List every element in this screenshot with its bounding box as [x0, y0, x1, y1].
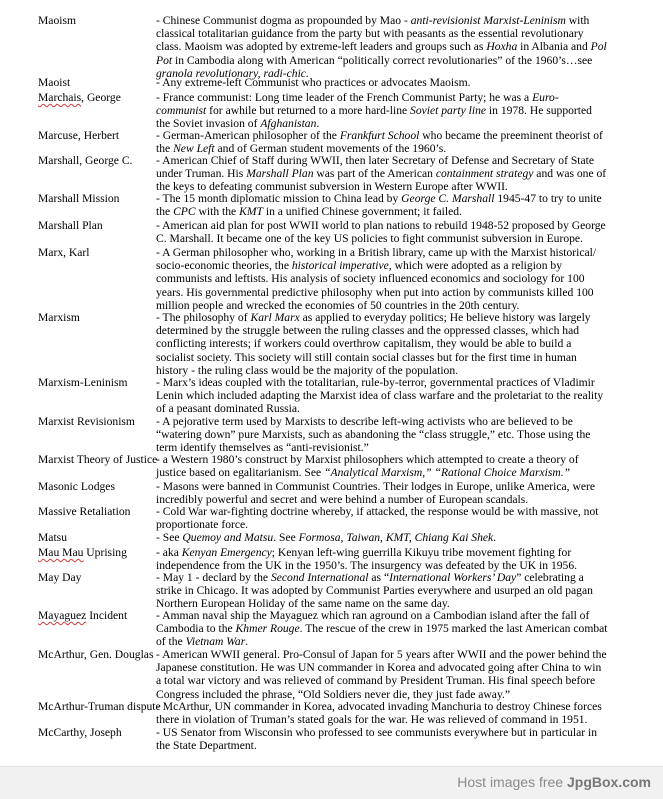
- definition-line: Northern European Holiday of the same name on the same day.: [156, 597, 450, 611]
- definition-line: socialist society. This society will still contain social classes but for the first time in human: [156, 350, 577, 364]
- definition-line: the CPC with the KMT in a unified Chinese government; it failed.: [156, 205, 462, 219]
- entry-definition: [156, 546, 644, 572]
- entry-term: Masonic Lodges: [38, 480, 115, 493]
- entry-term: Matsu: [38, 531, 67, 544]
- entry-term: Marshall Plan: [38, 219, 103, 232]
- definition-line: - McArthur, UN commander in Korea, advocated invading Manchuria to destroy Chinese forces: [156, 700, 602, 713]
- definition-line: - Chinese Communist dogma as propounded by Mao - anti-revisionist Marxist-Leninism with: [156, 14, 590, 27]
- entry-term: Mau Mau Uprising: [38, 546, 127, 559]
- definition-line: there in violation of Truman’s stated goals for the war. He was relieved of command in 1951.: [156, 713, 588, 727]
- definition-line: - France communist: Long time leader of the French Communist Party; he was a Euro-: [156, 91, 559, 104]
- definition-line: million people and wrecked the economies of 50 countries in the 20th century.: [156, 298, 520, 312]
- entry-definition: [156, 14, 644, 80]
- definition-line: - US Senator from Wisconsin who professed to see communists everywhere but in particular in: [156, 726, 598, 739]
- definition-line: Pot in Cambodia along with American “politically correct revolutionaries” of the 1960’s…see: [156, 53, 593, 67]
- entry-definition: [156, 480, 644, 506]
- definition-line: - Marx’s ideas coupled with the totalitarian, rule-by-terror, governmental practices of Vladimir: [156, 376, 595, 389]
- entry-definition: [156, 91, 644, 131]
- definition-line: - A pejorative term used by Marxists to describe left-wing activists who are believed to be: [156, 415, 573, 428]
- definition-line: - American Chief of Staff during WWII, then later Secretary of Defense and Secretary of State: [156, 154, 595, 167]
- entry-term: Marxism-Leninism: [38, 376, 128, 389]
- definition-line: “watering down” pure Marxists, such as abandoning the “class struggle,” etc. Those using the: [156, 428, 591, 442]
- footer-brand: JpgBox.com: [566, 774, 651, 790]
- entry-definition: [156, 415, 644, 455]
- entry-term: Marxist Theory of Justice: [38, 453, 158, 466]
- definition-line: the Soviet invasion of Afghanistan.: [156, 117, 320, 131]
- entry-term: Marshall, George C.: [38, 154, 133, 167]
- entry-definition: [156, 726, 644, 752]
- definition-line: Cambodia to the Khmer Rouge. The rescue of the crew in 1975 marked the last American combat: [156, 622, 608, 636]
- entry-definition: [156, 192, 644, 218]
- definition-line: conflicting interests; if workers could overthrow capitalism, they would be able to build a: [156, 337, 572, 351]
- footer-link[interactable]: [457, 774, 651, 790]
- entry-term: McArthur, Gen. Douglas: [38, 648, 154, 661]
- definition-line: justice based on egalitarianism. See “Analytical Marxism,” “Rational Choice Marxism.”: [156, 466, 571, 480]
- definition-line: Congress included the phrase, “Old Soldiers never die, they just fade away.”: [156, 687, 511, 701]
- definition-line: strike in Chicago. It was adopted by Communist Parties everywhere and usurped an old pagan: [156, 584, 593, 598]
- definition-line: the State Department.: [156, 739, 257, 753]
- definition-line: - German-American philosopher of the Frankfurt School who became the preeminent theorist of: [156, 129, 603, 142]
- entry-definition: [156, 453, 644, 479]
- definition-line: - Amman naval ship the Mayaguez which ran aground on a Cambodian island after the fall of: [156, 609, 590, 622]
- entry-definition: [156, 531, 644, 544]
- definition-line: proportionate force.: [156, 518, 249, 532]
- entry-definition: [156, 700, 644, 726]
- footer-prefix: Host images free: [457, 774, 567, 790]
- definition-line: independence from the UK in the 1950’s. The insurgency was defeated by the UK in 1956.: [156, 559, 578, 573]
- entry-term: Marxism: [38, 311, 80, 324]
- entry-term: Mayaguez Incident: [38, 609, 128, 622]
- definition-line: - See Quemoy and Matsu. See Formosa, Taiwan, KMT, Chiang Kai Shek.: [156, 531, 497, 544]
- definition-line: determined by the struggle between the ruling classes and the oppressed classes, which had: [156, 324, 580, 338]
- entry-definition: [156, 129, 644, 155]
- entry-term: Maoist: [38, 76, 71, 89]
- definition-line: Japanese constitution. He was UN commander in Korea and advocated going after China to win: [156, 661, 602, 675]
- definition-line: - May 1 - declard by the Second International as “International Workers’ Day” celebrating a: [156, 571, 584, 584]
- definition-line: Lenin which included adapting the Marxist idea of class warfare and the proletariat to the reality: [156, 389, 604, 403]
- entry-term: May Day: [38, 571, 82, 584]
- definition-line: - The philosophy of Karl Marx as applied to everyday politics; He believe history was largely: [156, 311, 591, 324]
- definition-line: socio-economic theories, the historical imperative, which were adopted as a religion by: [156, 259, 563, 273]
- definition-line: - A German philosopher who, working in a British library, came up with the Marxist historical/: [156, 246, 597, 259]
- entry-definition: [156, 76, 644, 89]
- definition-line: - Any extreme-left Communist who practices or advocates Maoism.: [156, 76, 471, 89]
- definition-line: - American WWII general. Pro-Consul of Japan for 5 years after WWII and the power behind the: [156, 648, 607, 661]
- entry-definition: [156, 648, 644, 701]
- entry-definition: [156, 311, 644, 377]
- entry-term: Marchais, George: [38, 91, 121, 104]
- definition-line: history - the ruling class would be the majority of the population.: [156, 363, 459, 377]
- definition-line: granola revolutionary, radi-chic.: [156, 66, 309, 80]
- entry-definition: [156, 154, 644, 194]
- entry-definition: [156, 246, 644, 312]
- entry-definition: [156, 609, 644, 649]
- definition-line: of a peasant dominated Russia.: [156, 402, 300, 416]
- definition-line: - American aid plan for post WWII world to plan nations to rebuild 1948-52 proposed by George: [156, 219, 606, 232]
- entry-term: Marxist Revisionism: [38, 415, 135, 428]
- definition-line: incredibly powerful and secret and were behind a number of European scandals.: [156, 493, 529, 507]
- entry-term: Marshall Mission: [38, 192, 120, 205]
- entry-definition: [156, 505, 644, 531]
- definition-line: - a Western 1980’s construct by Marxist philosophers which attempted to create a theory of: [156, 453, 579, 466]
- entry-term: Maoism: [38, 14, 77, 27]
- definition-line: class. Maoism was adopted by extreme-left leaders and groups such as Hoxha in Albania and Pol: [156, 40, 607, 54]
- footer-bar: [0, 766, 663, 799]
- definition-line: the New Left and of German student movements of the 1960’s.: [156, 142, 447, 156]
- definition-line: years. His governmental predictive philosophy when put into action by communists killed 100: [156, 285, 594, 299]
- entry-definition: [156, 376, 644, 416]
- entry-term: Massive Retaliation: [38, 505, 131, 518]
- entry-term: Marcuse, Herbert: [38, 129, 120, 142]
- definition-line: term identify themselves as “anti-revisionist.”: [156, 441, 369, 455]
- entry-term: Marx, Karl: [38, 246, 90, 259]
- entry-term: McCarthy, Joseph: [38, 726, 122, 739]
- entry-term: McArthur-Truman dispute: [38, 700, 161, 713]
- definition-line: - Cold War war-fighting doctrine whereby, if attacked, the response would be with massive, not: [156, 505, 599, 518]
- definition-line: a total war victory and was relieved of command by President Truman. His final speech before: [156, 674, 596, 688]
- definition-line: under Truman. His Marshall Plan was part of the American containment strategy and was one of: [156, 167, 607, 181]
- definition-line: - aka Kenyan Emergency; Kenyan left-wing guerrilla Kikuyu tribe movement fighting for: [156, 546, 572, 559]
- definition-line: classical totalitarian guidance from the party but with peasants as the essential revolutionary: [156, 27, 584, 41]
- definition-line: communists and leftists. His analysis of society influenced economics and sociology for 100: [156, 272, 585, 286]
- definition-line: - The 15 month diplomatic mission to China lead by George C. Marshall 1945-47 to try to unite: [156, 192, 602, 205]
- entry-definition: [156, 219, 644, 245]
- definition-line: communist for awhile but returned to a more hard-line Soviet party line in 1978. He supported: [156, 104, 592, 118]
- definition-line: the keys to defeating communist subversion in Western Europe after WWII.: [156, 180, 508, 194]
- definition-line: C. Marshall. It became one of the key US policies to fight communist subversion in Europe.: [156, 232, 583, 246]
- entry-definition: [156, 571, 644, 611]
- definition-line: - Masons were banned in Communist Countries. Their lodges in Europe, unlike America, were: [156, 480, 595, 493]
- definition-line: of the Vietnam War.: [156, 635, 249, 649]
